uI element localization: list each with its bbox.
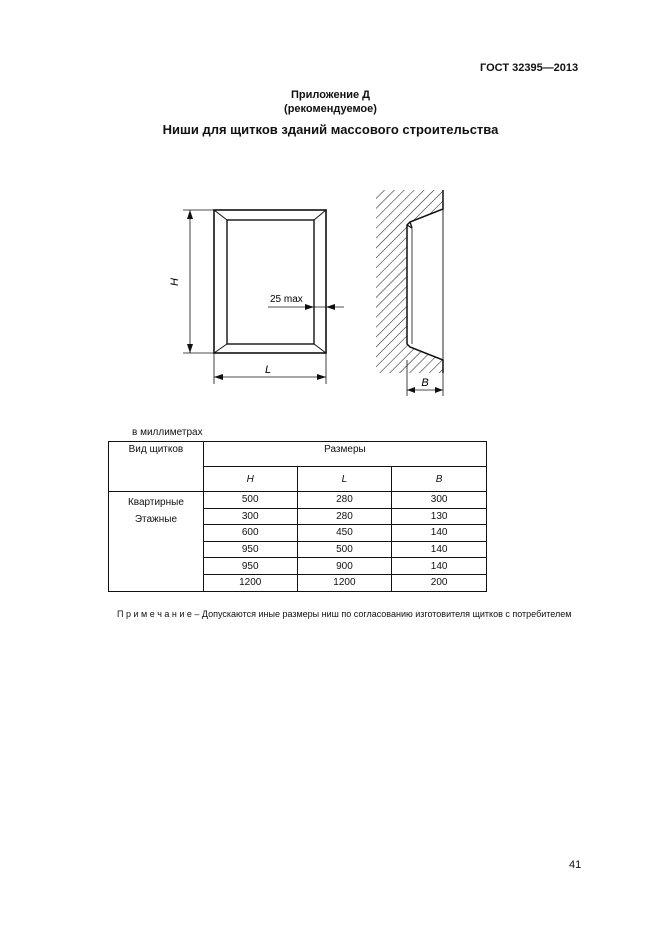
table-row (109, 492, 487, 509)
kind-column-header: Вид щитков (109, 442, 204, 492)
height-label: H (169, 278, 181, 286)
page-title: Ниши для щитков зданий массового строительства (162, 122, 499, 137)
appendix-label: Приложение Д (291, 89, 370, 101)
appendix-status: (рекомендуемое) (284, 103, 377, 115)
cell-l: 450 (297, 525, 392, 542)
b-column-header: B (392, 467, 487, 492)
front-view (183, 210, 344, 384)
cell-b: 140 (392, 541, 487, 558)
cell-l: 500 (297, 541, 392, 558)
cell-h: 300 (203, 508, 297, 525)
cell-l: 900 (297, 558, 392, 575)
cell-h: 500 (203, 492, 297, 509)
h-column-header: H (203, 467, 297, 492)
cell-b: 300 (392, 492, 487, 509)
cell-b: 200 (392, 574, 487, 591)
max-offset-label: 25 max (270, 294, 303, 305)
units-caption: в миллиметрах (132, 427, 203, 438)
niche-drawing (0, 0, 661, 420)
cell-h: 950 (203, 558, 297, 575)
cell-h: 950 (203, 541, 297, 558)
length-label: L (264, 364, 272, 376)
cell-l: 1200 (297, 574, 392, 591)
kind-floor: Этажные (134, 514, 178, 525)
cell-h: 600 (203, 525, 297, 542)
sizes-column-header: Размеры (203, 442, 486, 467)
depth-label: B (421, 377, 429, 389)
note-text: – Допускаются иные размеры ниш по согласованию изготовителя щитков с потребителем (191, 609, 572, 619)
table-note (117, 609, 571, 619)
dimensions-table (108, 441, 487, 592)
kind-apartment: Квартирные (127, 497, 184, 508)
l-column-header: L (297, 467, 392, 492)
note-label: П р и м е ч а н и е (117, 609, 192, 619)
cell-b: 140 (392, 525, 487, 542)
cell-l: 280 (297, 492, 392, 509)
cell-h: 1200 (203, 574, 297, 591)
kind-cell (109, 492, 204, 592)
cell-b: 140 (392, 558, 487, 575)
section-view (376, 190, 443, 396)
page-number: 41 (569, 859, 582, 871)
cell-b: 130 (392, 508, 487, 525)
cell-l: 280 (297, 508, 392, 525)
standard-number: ГОСТ 32395—2013 (480, 62, 579, 74)
